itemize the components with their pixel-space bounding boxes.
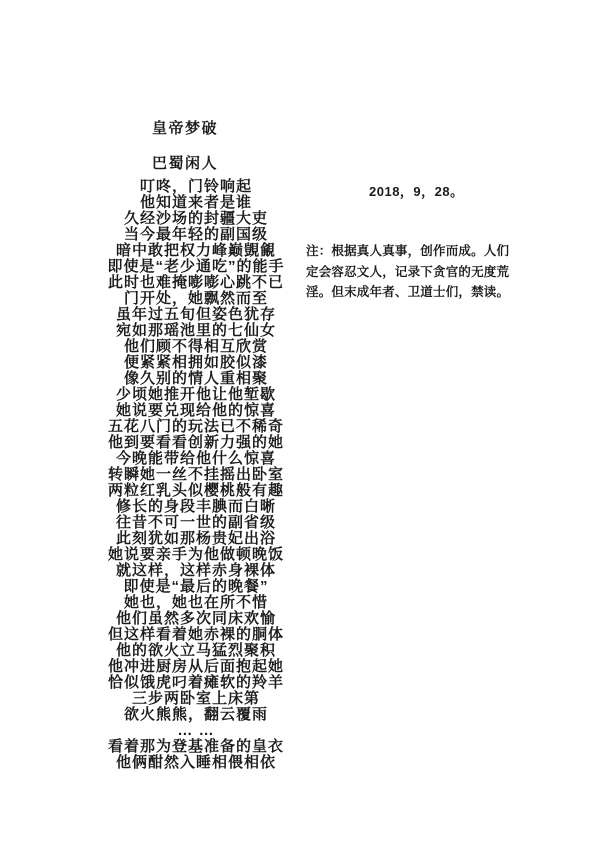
poem-line: 今晚能带给他什么惊喜 — [115, 450, 276, 467]
poem-author: 巴蜀闲人 — [152, 155, 219, 172]
poem-line: 他的欲火立马猛烈聚积 — [115, 642, 276, 659]
poem-line: 即使是“最后的晚餐” — [123, 578, 269, 595]
poem-line: 少顷她推开他让他堑歇 — [115, 386, 276, 403]
poem-line: 看着那为登基准备的皇衣 — [107, 738, 284, 755]
poem-line: 门开处，她飘然而至 — [123, 290, 268, 307]
poem-line: 像久别的情人重相聚 — [123, 370, 268, 387]
poem-line: 恰似饿虎叼着瘫软的羚羊 — [107, 674, 284, 691]
poem-line: 即使是“老少通吃”的能手 — [107, 258, 285, 275]
note-line: 定会容忍文人，记录下贪官的无度荒 — [306, 264, 510, 279]
poem-line: 虽年过五旬但姿色犹存 — [115, 306, 276, 323]
poem-line: 往昔不可一世的副省级 — [115, 514, 276, 531]
poem-line: 久经沙场的封疆大吏 — [123, 210, 268, 227]
poem-line: 但这样看着她赤裸的胴体 — [107, 626, 284, 643]
poem-line: 两粒红乳头似樱桃般有趣 — [107, 482, 284, 499]
poem-line: 修长的身段丰腆而白晰 — [115, 498, 276, 515]
poem-line: 叮咚，门铃响起 — [139, 178, 252, 195]
poem-line: 此刻犹如那杨贵妃出浴 — [115, 530, 276, 547]
poem-line: 她说要亲手为他做顿晚饭 — [107, 546, 284, 563]
note-block — [306, 241, 526, 303]
poem-line: 她说要兑现给他的惊喜 — [115, 402, 276, 419]
poem-line: 欲火熊熊，翻云覆雨 — [123, 706, 268, 723]
poem-line: 当今最年轻的副国级 — [123, 226, 268, 243]
poem-line: … … — [177, 722, 215, 739]
poem-line: 就这样，这样赤身裸体 — [115, 562, 276, 579]
note-line: 淫。但末成年者、卫道士们，禁读。 — [306, 285, 510, 299]
poem-line: 此时也难掩嘭嘭心跳不已 — [107, 274, 284, 291]
poem-line: 他冲进厨房从后面抱起她 — [107, 658, 284, 675]
poem-line: 他俩酣然入睡相偎相依 — [115, 754, 276, 771]
date-text: 2018，9，28。 — [369, 184, 464, 199]
poem-line: 他知道来者是谁 — [139, 194, 252, 211]
poem-line: 五花八门的玩法已不稀奇 — [107, 418, 284, 435]
poem-line: 暗中敢把权力峰巅覬覦 — [115, 242, 276, 259]
poem-line: 便紧紧相拥如胶似漆 — [123, 354, 268, 371]
poem-line: 他到要看看创新力强的她 — [107, 434, 284, 451]
poem-title: 皇帝梦破 — [152, 120, 219, 137]
poem-line: 三步两卧室上床第 — [131, 690, 260, 707]
poem-line: 她也，她也在所不惜 — [123, 594, 268, 611]
poem-line: 他们虽然多次同床欢愉 — [115, 610, 276, 627]
note-line: 注：根据真人真事，创作而成。人们 — [306, 244, 510, 258]
poem-line: 转瞬她一丝不挂摇出卧室 — [107, 466, 284, 483]
poem-line: 他们顾不得相互欣赏 — [123, 338, 268, 355]
poem-line: 宛如那瑶池里的七仙女 — [115, 322, 276, 339]
